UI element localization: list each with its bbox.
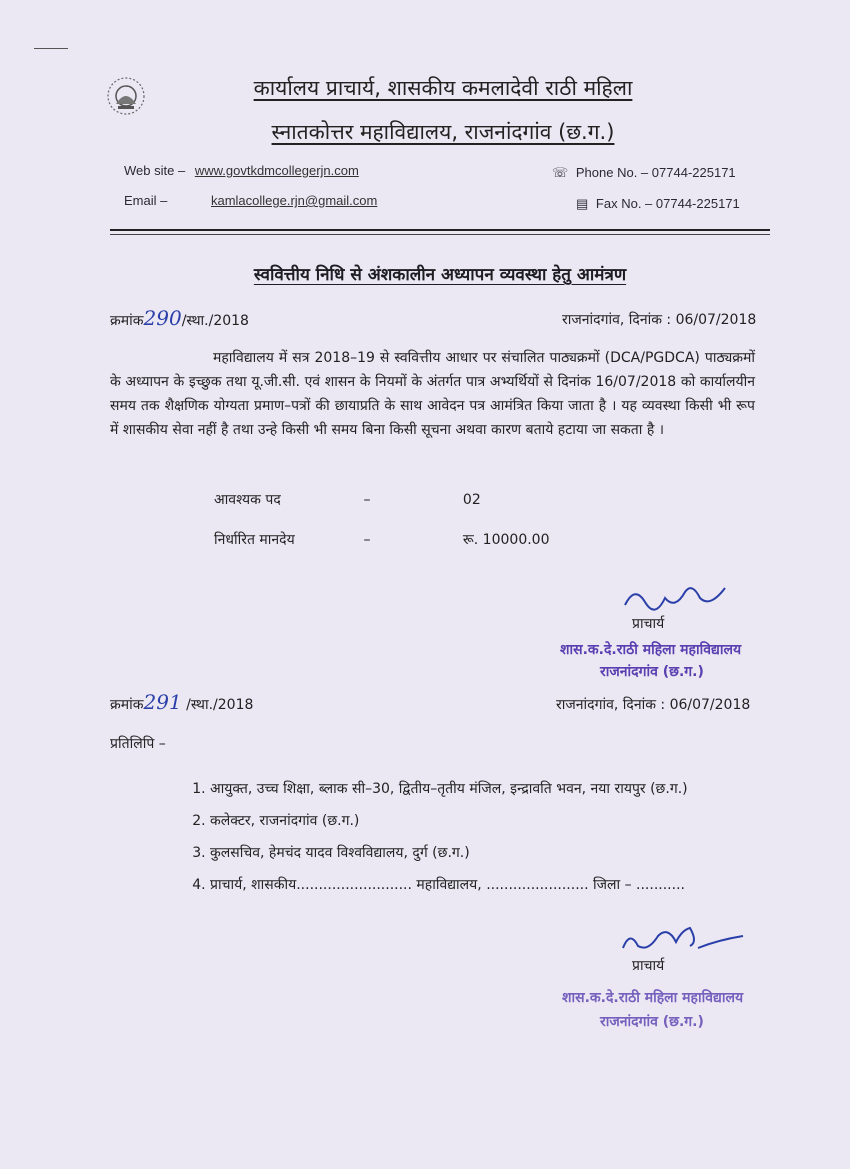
website-label: Web site –: [124, 163, 186, 178]
fax-label: Fax No. –: [595, 196, 653, 211]
letter1-stamp-line1: शास.क.दे.राठी महिला महाविद्यालय: [560, 642, 742, 658]
email-row: [124, 193, 377, 208]
recipient-item: 2. कलेक्टर, राजनांदगांव (छ.ग.): [210, 810, 810, 832]
letter2-ref-number: 291: [143, 690, 182, 714]
letter1-date: राजनांदगांव, दिनांक : 06/07/2018: [562, 312, 757, 328]
letter1-stamp-line2: राजनांदगांव (छ.ग.): [600, 664, 704, 680]
header-divider: [110, 229, 770, 231]
email-link[interactable]: kamlacollege.rjn@gmail.com: [210, 193, 378, 208]
letter1-ref: क्रमांक290/स्था./2018: [110, 306, 249, 330]
phone-row: [552, 165, 736, 181]
website-link[interactable]: www.govtkdmcollegerjn.com: [194, 163, 359, 178]
notice-heading: स्ववित्तीय निधि से अंशकालीन अध्यापन व्यवस्था हेतु आमंत्रण: [253, 265, 627, 285]
letter2-ref: क्रमांक291 /स्था./2018: [110, 690, 254, 714]
detail-row: निर्धारित मानदेय – रू. 10000.00: [214, 532, 550, 548]
phone-label: Phone No. –: [575, 165, 649, 180]
letter1-sign-title: प्राचार्य: [632, 616, 665, 632]
fax-icon: ▤: [576, 196, 589, 211]
detail-row: आवश्यक पद – 02: [214, 492, 481, 508]
recipient-item: 4. प्राचार्य, शासकीय.......................... महाविद्यालय, ....................... जिला – ...........: [210, 874, 810, 896]
letter1-body: महाविद्यालय में सत्र 2018–19 से स्ववित्तीय आधार पर संचालित पाठ्यक्रमों (DCA/PGDCA) पाठ्यक्रमों के अध्यापन के इच्छुक तथा यू.जी.सी. एवं शासन के नियमों के अंतर्गत पात्र अभ्यर्थियों से दिनांक 16/07/2018 को कार्यालयीन समय तक शैक्षणिक योग्यता प्रमाण–पत्रों की छायाप्रति के साथ आवेदन पत्र आमंत्रित किया जाता है । यह व्यवस्था किसी भी रूप में शासकीय सेवा नहीं है तथा उन्हे किसी भी समय बिना किसी सूचना अथवा कारण बताये हटाया जा सकता है ।: [110, 350, 755, 438]
website-row: [124, 163, 359, 178]
fax-value: 07744-225171: [655, 196, 740, 211]
letter1-ref-number: 290: [143, 306, 182, 330]
header-divider-thin: [110, 234, 770, 235]
recipient-item: 3. कुलसचिव, हेमचंद यादव विश्वविद्यालय, दुर्ग (छ.ग.): [210, 842, 810, 864]
email-label: Email –: [124, 193, 168, 208]
letter2-stamp-line1: शास.क.दे.राठी महिला महाविद्यालय: [562, 990, 744, 1006]
copy-label: प्रतिलिपि –: [110, 736, 166, 752]
letter2-sign-title: प्राचार्य: [632, 958, 665, 974]
letter2-stamp-line2: राजनांदगांव (छ.ग.): [600, 1014, 704, 1030]
letter2-date: राजनांदगांव, दिनांक : 06/07/2018: [556, 697, 751, 713]
corner-mark: [34, 48, 68, 49]
principal-signature-2: [618, 922, 748, 958]
phone-icon: ☏: [552, 165, 569, 180]
office-title-line1: कार्यालय प्राचार्य, शासकीय कमलादेवी राठी महिला: [253, 76, 633, 100]
office-title-line2: स्नातकोत्तर महाविद्यालय, राजनांदगांव (छ.ग.): [271, 120, 615, 144]
recipient-item: 1. आयुक्त, उच्च शिक्षा, ब्लाक सी–30, द्वितीय–तृतीय मंजिल, इन्द्रावति भवन, नया रायपुर (छ.ग.): [210, 778, 810, 800]
fax-row: [576, 196, 740, 212]
phone-value: 07744-225171: [651, 165, 736, 180]
recipient-list: [186, 778, 810, 906]
